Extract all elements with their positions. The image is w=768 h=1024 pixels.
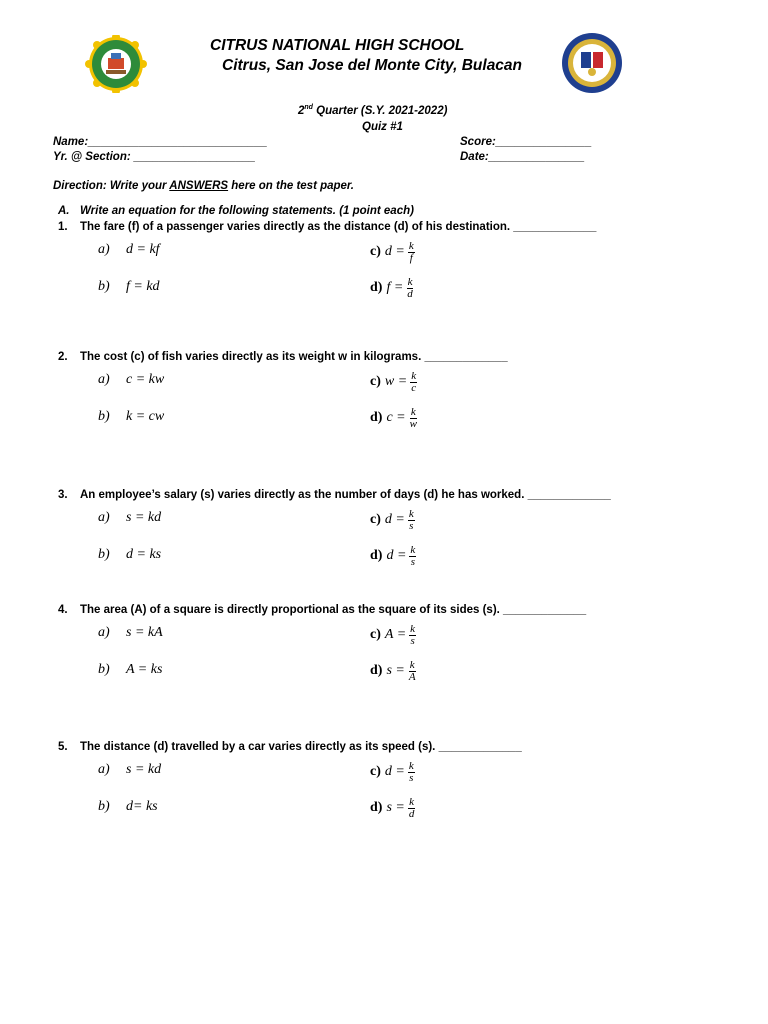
question-2 <box>0 351 768 367</box>
option-lhs: d = <box>384 764 405 779</box>
question-3 <box>0 489 768 505</box>
direction: Direction: Write your ANSWERS here on the test paper. <box>53 180 354 192</box>
fraction <box>410 371 417 394</box>
option-equation: d = ks <box>126 547 162 562</box>
option-label: a) <box>98 510 110 525</box>
option-c[interactable] <box>370 237 415 267</box>
option-lhs: d = <box>384 512 405 527</box>
option-label: a) <box>98 762 110 777</box>
question-number: 2. <box>58 351 68 363</box>
question-text: An employee’s salary (s) varies directly as the number of days (d) he has worked. _____________ <box>80 489 611 501</box>
option-lhs: A = <box>384 627 407 642</box>
option-c[interactable] <box>370 505 415 535</box>
option-a[interactable] <box>98 625 163 641</box>
option-label: b) <box>98 409 110 424</box>
option-b[interactable] <box>98 547 161 563</box>
fraction <box>408 761 415 784</box>
score-field[interactable]: Score:_______________ <box>460 136 592 148</box>
fraction-denominator: c <box>411 381 417 394</box>
option-a[interactable] <box>98 242 160 258</box>
section-a-instruction: Write an equation for the following statements. (1 point each) <box>80 205 414 217</box>
option-equation: f = kd <box>126 279 160 294</box>
option-b[interactable] <box>98 662 162 678</box>
deped-seal <box>561 32 623 94</box>
option-label: a) <box>98 242 110 257</box>
option-equation: d = kf <box>126 242 160 257</box>
option-equation: s = kA <box>126 625 163 640</box>
question-number: 5. <box>58 741 68 753</box>
option-lhs: d = <box>384 244 405 259</box>
section-field[interactable]: Yr. @ Section: ___________________ <box>53 151 256 163</box>
question-1 <box>0 221 768 237</box>
fraction <box>408 797 416 820</box>
option-equation: k = cw <box>126 409 165 424</box>
school-name: CITRUS NATIONAL HIGH SCHOOL <box>210 37 465 54</box>
fraction-numerator: k <box>408 759 414 772</box>
option-label: a) <box>98 625 110 640</box>
option-a[interactable] <box>98 762 161 778</box>
option-c[interactable] <box>370 757 415 787</box>
option-equation: c = kw <box>126 372 165 387</box>
option-b[interactable] <box>98 279 160 295</box>
fraction <box>409 545 416 568</box>
question-number: 3. <box>58 489 68 501</box>
option-label: c) <box>370 764 381 779</box>
fraction-denominator: f <box>409 251 413 264</box>
fraction-denominator: d <box>408 807 415 820</box>
quarter-line: 2nd Quarter (S.Y. 2021-2022) <box>298 104 448 117</box>
option-a[interactable] <box>98 372 164 388</box>
option-d[interactable] <box>370 656 417 686</box>
question-text: The area (A) of a square is directly proportional as the square of its sides (s). _____________ <box>80 604 587 616</box>
school-logo <box>80 35 152 93</box>
option-b[interactable] <box>98 799 158 815</box>
option-label: b) <box>98 547 110 562</box>
option-c[interactable] <box>370 367 417 397</box>
name-field[interactable]: Name:____________________________ <box>53 136 268 148</box>
option-lhs: c = <box>386 410 406 425</box>
question-text: The distance (d) travelled by a car varies directly as its speed (s). _____________ <box>80 741 522 753</box>
question-text: The cost (c) of fish varies directly as its weight w in kilograms. _____________ <box>80 351 508 363</box>
option-b[interactable] <box>98 409 164 425</box>
option-lhs: d = <box>386 548 407 563</box>
fraction-numerator: k <box>410 622 416 635</box>
fraction-numerator: k <box>408 239 414 252</box>
option-d[interactable] <box>370 403 418 433</box>
fraction <box>409 624 416 647</box>
option-d[interactable] <box>370 793 415 823</box>
option-label: c) <box>370 244 381 259</box>
option-equation: A = ks <box>126 662 163 677</box>
option-a[interactable] <box>98 510 161 526</box>
option-label: c) <box>370 512 381 527</box>
fraction <box>408 241 415 264</box>
fraction-numerator: k <box>409 658 415 671</box>
fraction <box>409 407 418 430</box>
option-lhs: s = <box>386 663 405 678</box>
question-number: 1. <box>58 221 68 233</box>
option-label: b) <box>98 662 110 677</box>
fraction <box>408 509 415 532</box>
option-label: c) <box>370 627 381 642</box>
fraction-numerator: k <box>409 795 415 808</box>
option-label: a) <box>98 372 110 387</box>
fraction-denominator: w <box>409 417 417 430</box>
section-a-letter: A. <box>58 205 70 217</box>
date-field[interactable]: Date:_______________ <box>460 151 585 163</box>
fraction <box>406 277 414 300</box>
fraction-numerator: k <box>410 405 416 418</box>
fraction-denominator: s <box>410 555 415 568</box>
fraction-numerator: k <box>408 507 414 520</box>
option-label: d) <box>370 800 383 815</box>
fraction-denominator: d <box>407 287 413 300</box>
option-label: d) <box>370 548 383 563</box>
option-label: b) <box>98 799 110 814</box>
option-equation: d= ks <box>126 799 158 814</box>
fraction-denominator: s <box>409 771 414 784</box>
option-equation: s = kd <box>126 510 162 525</box>
option-c[interactable] <box>370 620 416 650</box>
question-4 <box>0 604 768 620</box>
option-d[interactable] <box>370 273 414 303</box>
option-lhs: f = <box>386 280 404 295</box>
fraction-denominator: A <box>408 670 416 683</box>
option-equation: s = kd <box>126 762 162 777</box>
fraction <box>408 660 417 683</box>
fraction-denominator: s <box>410 634 415 647</box>
option-lhs: s = <box>386 800 405 815</box>
option-label: d) <box>370 410 383 425</box>
fraction-numerator: k <box>411 369 417 382</box>
question-number: 4. <box>58 604 68 616</box>
quiz-title: Quiz #1 <box>362 121 403 133</box>
option-label: c) <box>370 374 381 389</box>
fraction-numerator: k <box>410 543 416 556</box>
fraction-numerator: k <box>407 275 413 288</box>
option-label: b) <box>98 279 110 294</box>
school-address: Citrus, San Jose del Monte City, Bulacan <box>222 57 523 74</box>
question-text: The fare (f) of a passenger varies directly as the distance (d) of his destination. _____________ <box>80 221 597 233</box>
option-label: d) <box>370 280 383 295</box>
option-label: d) <box>370 663 383 678</box>
question-5 <box>0 741 768 757</box>
option-lhs: w = <box>384 374 408 389</box>
option-d[interactable] <box>370 541 416 571</box>
fraction-denominator: s <box>409 519 414 532</box>
